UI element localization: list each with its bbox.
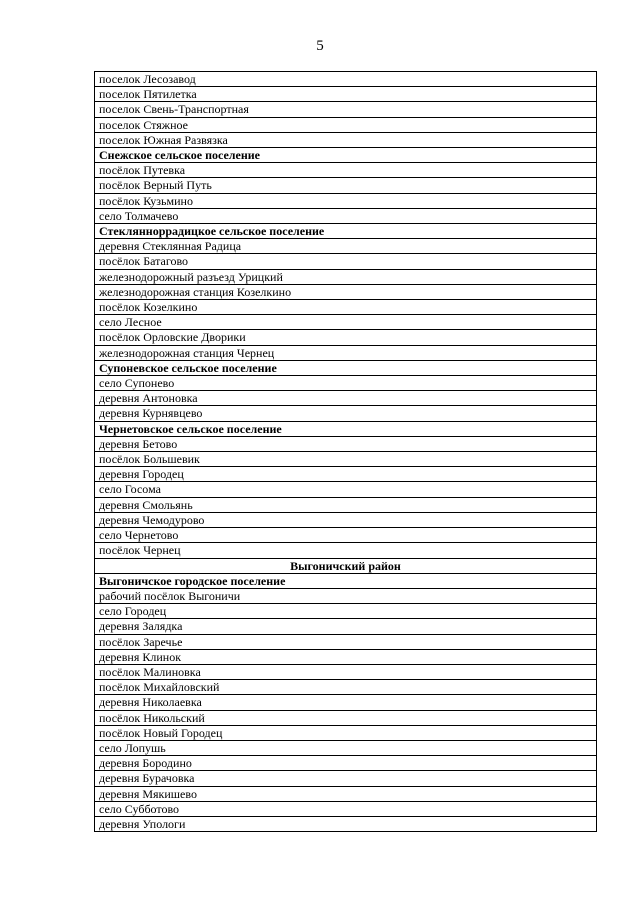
settlement-name-cell: Стеклянноррадицкое сельское поселение	[95, 224, 597, 239]
place-row	[95, 786, 597, 801]
place-name-cell: посёлок Кузьмино	[95, 193, 597, 208]
place-row	[95, 300, 597, 315]
settlements-table-body	[95, 72, 597, 832]
place-row	[95, 102, 597, 117]
place-row	[95, 163, 597, 178]
place-row	[95, 543, 597, 558]
place-row	[95, 376, 597, 391]
place-name-cell: деревня Упологи	[95, 816, 597, 831]
place-row	[95, 254, 597, 269]
place-name-cell: посёлок Михайловский	[95, 680, 597, 695]
place-name-cell: деревня Антоновка	[95, 391, 597, 406]
place-name-cell: село Супонево	[95, 376, 597, 391]
place-name-cell: село Чернетово	[95, 528, 597, 543]
place-row	[95, 72, 597, 87]
place-name-cell: поселок Лесозавод	[95, 72, 597, 87]
place-name-cell: деревня Курнявцево	[95, 406, 597, 421]
place-row	[95, 725, 597, 740]
place-row	[95, 482, 597, 497]
place-row	[95, 588, 597, 603]
district-name-cell: Выгоничский район	[95, 558, 597, 573]
place-name-cell: поселок Пятилетка	[95, 87, 597, 102]
place-row	[95, 117, 597, 132]
place-name-cell: посёлок Большевик	[95, 452, 597, 467]
settlement-header-row	[95, 573, 597, 588]
place-row	[95, 740, 597, 755]
place-row	[95, 649, 597, 664]
place-name-cell: посёлок Заречье	[95, 634, 597, 649]
place-name-cell: железнодорожная станция Чернец	[95, 345, 597, 360]
place-name-cell: деревня Николаевка	[95, 695, 597, 710]
place-name-cell: посёлок Верный Путь	[95, 178, 597, 193]
place-name-cell: деревня Бурачовка	[95, 771, 597, 786]
place-name-cell: село Лесное	[95, 315, 597, 330]
place-row	[95, 452, 597, 467]
place-row	[95, 528, 597, 543]
place-name-cell: деревня Стеклянная Радица	[95, 239, 597, 254]
place-name-cell: село Субботово	[95, 801, 597, 816]
place-row	[95, 497, 597, 512]
place-row	[95, 269, 597, 284]
place-row	[95, 756, 597, 771]
place-row	[95, 315, 597, 330]
settlement-header-row	[95, 224, 597, 239]
place-row	[95, 816, 597, 831]
settlement-header-row	[95, 421, 597, 436]
place-row	[95, 710, 597, 725]
place-name-cell: посёлок Батагово	[95, 254, 597, 269]
page-number: 5	[316, 38, 324, 54]
settlement-header-row	[95, 148, 597, 163]
place-row	[95, 467, 597, 482]
place-name-cell: поселок Южная Развязка	[95, 132, 597, 147]
place-row	[95, 239, 597, 254]
place-row	[95, 619, 597, 634]
place-name-cell: железнодорожная станция Козелкино	[95, 284, 597, 299]
place-row	[95, 87, 597, 102]
settlement-name-cell: Чернетовское сельское поселение	[95, 421, 597, 436]
place-name-cell: деревня Бетово	[95, 436, 597, 451]
district-header-row	[95, 558, 597, 573]
place-row	[95, 801, 597, 816]
settlement-name-cell: Выгоничское городское поселение	[95, 573, 597, 588]
place-name-cell: село Госома	[95, 482, 597, 497]
place-name-cell: посёлок Орловские Дворики	[95, 330, 597, 345]
place-name-cell: село Толмачево	[95, 208, 597, 223]
place-name-cell: деревня Смольянь	[95, 497, 597, 512]
place-name-cell: село Лопушь	[95, 740, 597, 755]
place-row	[95, 178, 597, 193]
place-name-cell: деревня Мякишево	[95, 786, 597, 801]
place-name-cell: посёлок Новый Городец	[95, 725, 597, 740]
settlement-name-cell: Снежское сельское поселение	[95, 148, 597, 163]
place-name-cell: посёлок Козелкино	[95, 300, 597, 315]
place-name-cell: деревня Залядка	[95, 619, 597, 634]
place-row	[95, 680, 597, 695]
place-row	[95, 330, 597, 345]
place-name-cell: село Городец	[95, 604, 597, 619]
place-name-cell: поселок Свень-Транспортная	[95, 102, 597, 117]
place-row	[95, 193, 597, 208]
place-name-cell: рабочий посёлок Выгоничи	[95, 588, 597, 603]
settlement-header-row	[95, 360, 597, 375]
place-name-cell: деревня Клинок	[95, 649, 597, 664]
place-row	[95, 771, 597, 786]
settlement-name-cell: Супоневское сельское поселение	[95, 360, 597, 375]
place-row	[95, 208, 597, 223]
place-name-cell: железнодорожный разъезд Урицкий	[95, 269, 597, 284]
place-row	[95, 406, 597, 421]
place-row	[95, 345, 597, 360]
place-row	[95, 512, 597, 527]
place-name-cell: деревня Чемодурово	[95, 512, 597, 527]
place-name-cell: посёлок Никольский	[95, 710, 597, 725]
place-name-cell: деревня Городец	[95, 467, 597, 482]
settlements-table	[94, 71, 597, 832]
place-row	[95, 664, 597, 679]
place-name-cell: деревня Бородино	[95, 756, 597, 771]
place-row	[95, 132, 597, 147]
place-row	[95, 604, 597, 619]
place-row	[95, 284, 597, 299]
place-row	[95, 695, 597, 710]
place-row	[95, 634, 597, 649]
place-name-cell: посёлок Чернец	[95, 543, 597, 558]
place-name-cell: посёлок Путевка	[95, 163, 597, 178]
place-name-cell: поселок Стяжное	[95, 117, 597, 132]
place-row	[95, 436, 597, 451]
place-name-cell: посёлок Малиновка	[95, 664, 597, 679]
place-row	[95, 391, 597, 406]
